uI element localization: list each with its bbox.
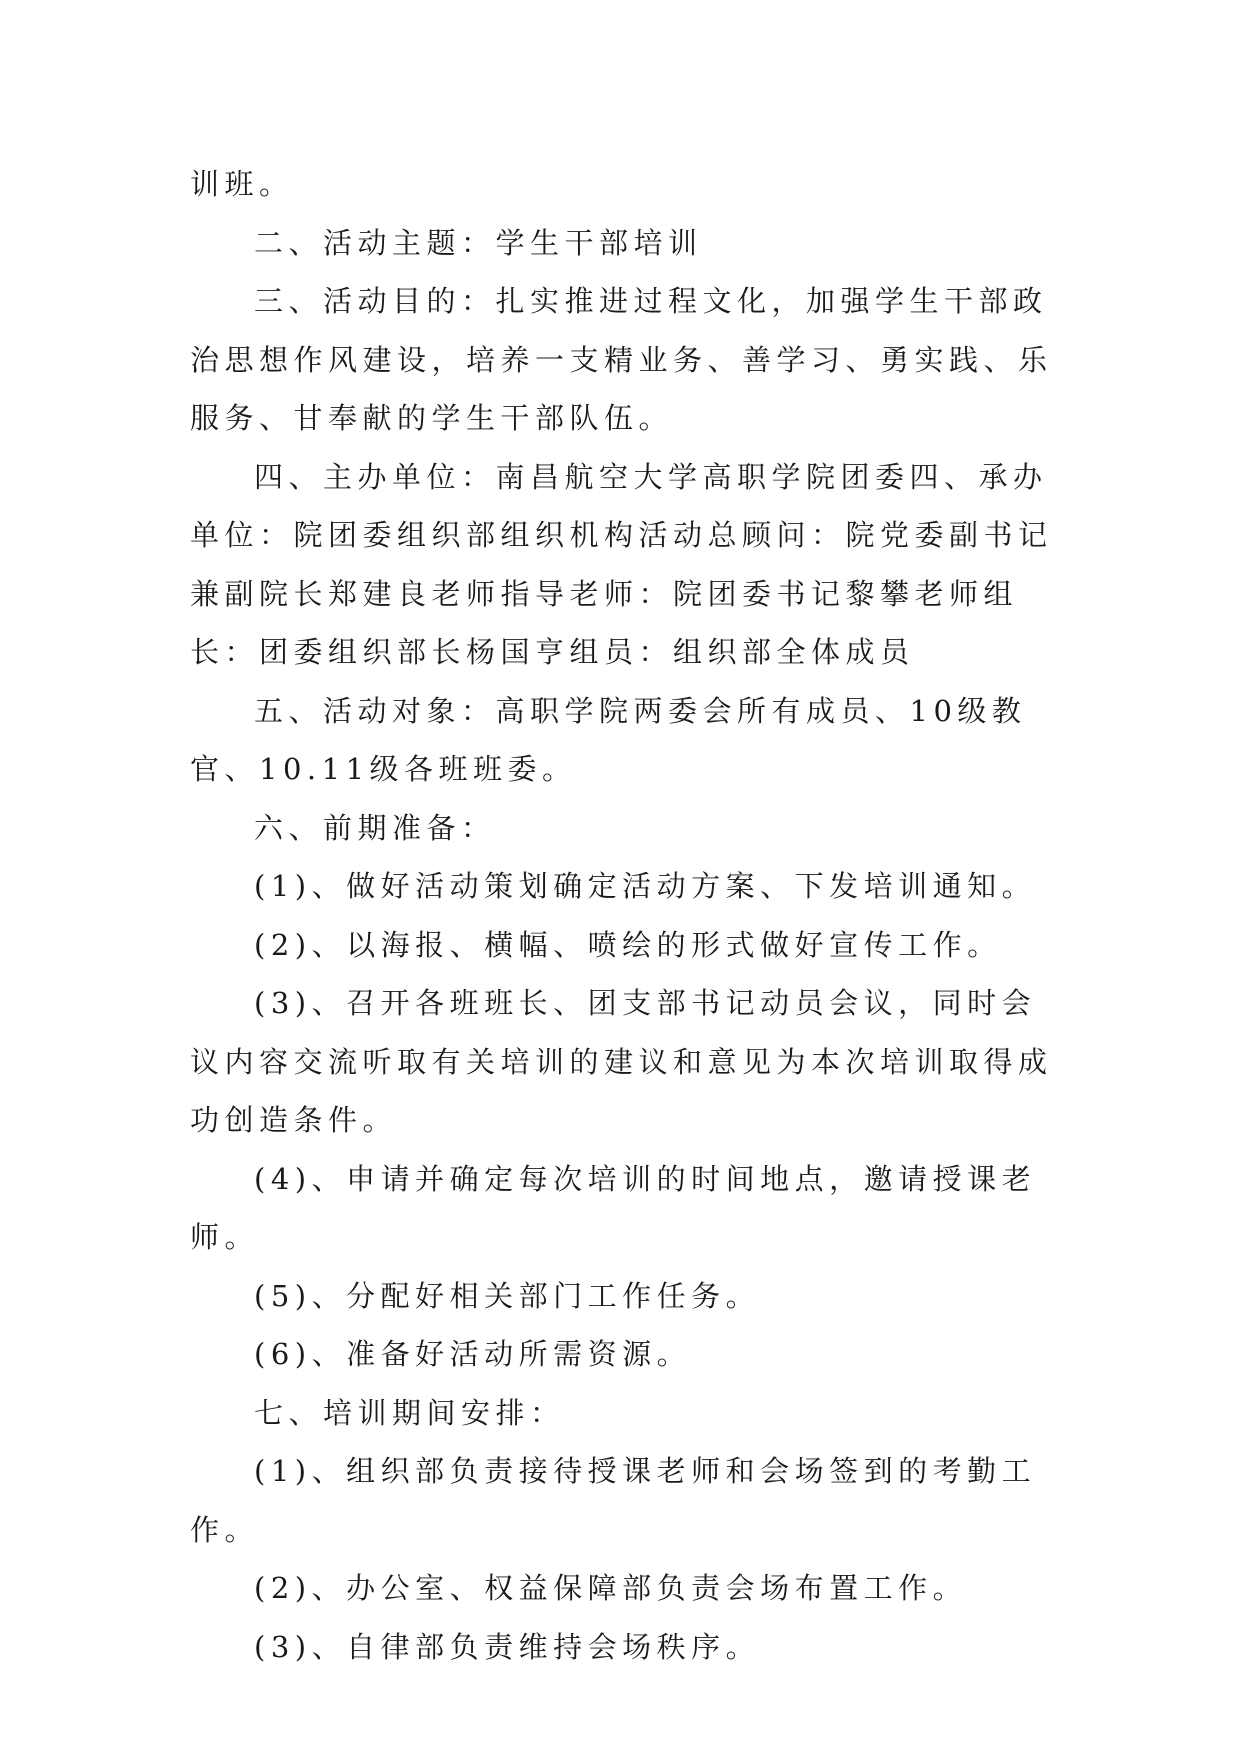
list-item-prep-2: (2)、以海报、横幅、喷绘的形式做好宣传工作。 xyxy=(254,927,1002,962)
paragraph-section-6-preparation: 六、前期准备： xyxy=(254,810,496,845)
paragraph-section-3-purpose: 三、活动目的：扎实推进过程文化，加强学生干部政治思想作风建设，培养一支精业务、善学习、勇实践、乐服务、甘奉献的学生干部队伍。 xyxy=(190,284,1053,435)
list-item-arrange-3: (3)、自律部负责维持会场秩序。 xyxy=(254,1629,761,1664)
list-item-prep-3: (3)、召开各班班长、团支部书记动员会议，同时会议内容交流听取有关培训的建议和意见为本次培训取得成功创造条件。 xyxy=(190,986,1053,1137)
list-item-prep-1: (1)、做好活动策划确定活动方案、下发培训通知。 xyxy=(254,869,1037,903)
paragraph-continuation: 训班。 xyxy=(190,167,294,201)
list-item-prep-5: (5)、分配好相关部门工作任务。 xyxy=(254,1278,761,1313)
list-item-arrange-2: (2)、办公室、权益保障部负责会场布置工作。 xyxy=(254,1571,968,1605)
paragraph-section-5-participants: 五、活动对象：高职学院两委会所有成员、10级教官、10.11级各班班委。 xyxy=(190,693,1027,786)
paragraph-section-7-arrangements: 七、培训期间安排： xyxy=(254,1395,565,1430)
list-item-arrange-1: (1)、组织部负责接待授课老师和会场签到的考勤工作。 xyxy=(190,1454,1037,1547)
list-item-prep-4: (4)、申请并确定每次培训的时间地点，邀请授课老师。 xyxy=(190,1161,1037,1254)
list-item-prep-6: (6)、准备好活动所需资源。 xyxy=(254,1337,692,1371)
paragraph-section-4-organizers: 四、主办单位：南昌航空大学高职学院团委四、承办单位：院团委组织部组织机构活动总顾问：院党委副书记兼副院长郑建良老师指导老师：院团委书记黎攀老师组长：团委组织部长杨国亨组员：组织部全体成员 xyxy=(190,459,1053,669)
document-body xyxy=(190,155,1070,1676)
paragraph-section-2-theme: 二、活动主题：学生干部培训 xyxy=(254,225,703,260)
